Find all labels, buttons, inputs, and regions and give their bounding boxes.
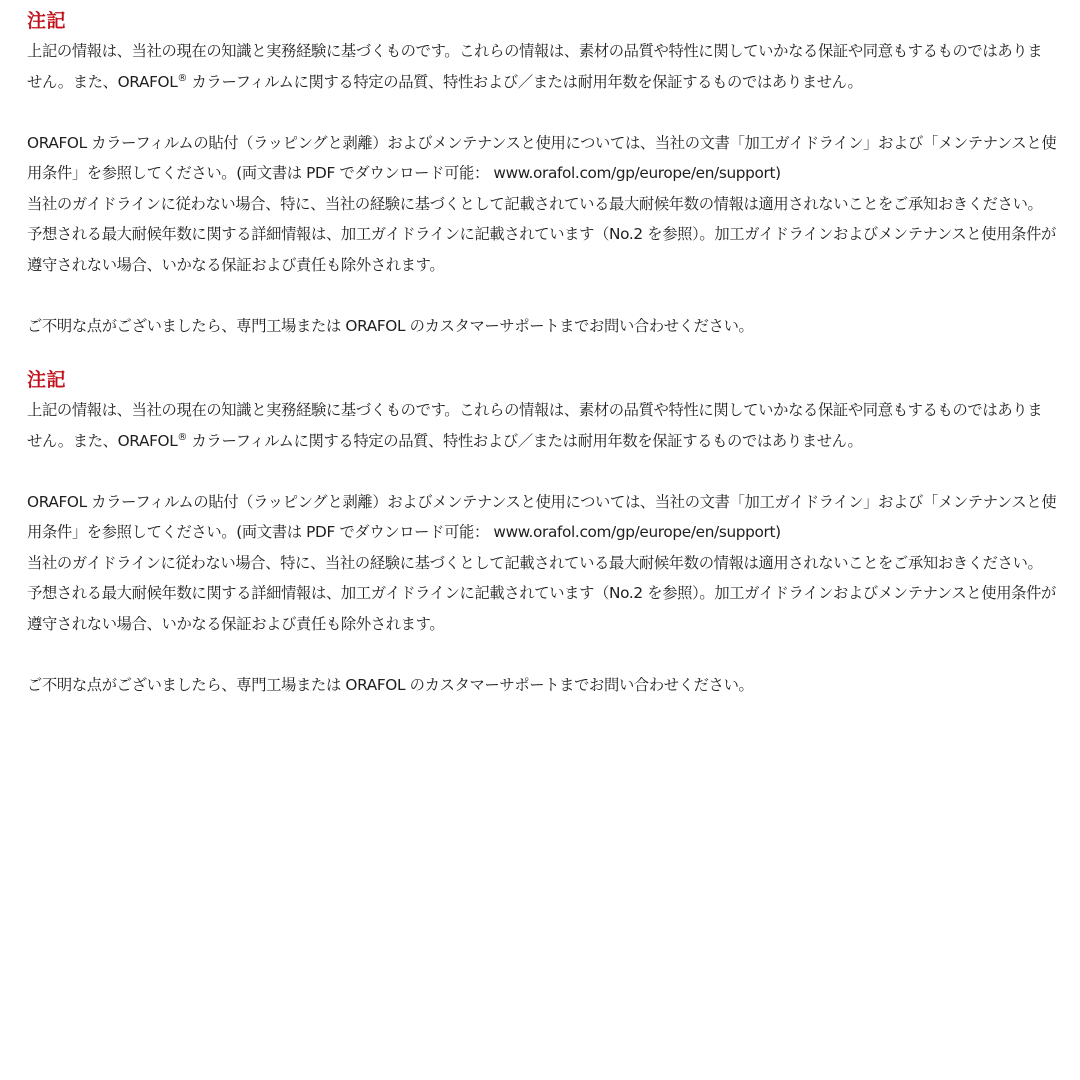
paragraph-gap bbox=[27, 97, 1057, 128]
paragraph-gap bbox=[27, 456, 1057, 487]
guidelines-paragraph: ORAFOL カラーフィルムの貼付（ラッピングと剥離）およびメンテナンスと使用については、当社の文書「加工ガイドライン」および「メンテナンスと使用条件」を参照してください。(両文書は PDF でダウンロード可能： www.orafol.com/gp/europe/en/support) bbox=[27, 133, 1057, 182]
note-section-1 bbox=[27, 8, 1057, 341]
contact-paragraph: ご不明な点がございましたら、専門工場または ORAFOL のカスタマーサポートまでお問い合わせください。 bbox=[27, 316, 754, 335]
disclaimer-text-cont: カラーフィルムに関する特定の品質、特性および／または耐用年数を保証するものではありません。 bbox=[187, 72, 863, 91]
note-section-2 bbox=[27, 367, 1057, 700]
disclaimer-text: 上記の情報は、当社の現在の知識と実務経験に基づくものです。これらの情報は、素材の品質や特性に関していかなる保証や同意もするものではありません。また、ORAFOL bbox=[27, 401, 1043, 450]
disclaimer-text: 上記の情報は、当社の現在の知識と実務経験に基づくものです。これらの情報は、素材の品質や特性に関していかなる保証や同意もするものではありません。また、ORAFOL bbox=[27, 42, 1043, 91]
registered-mark: ® bbox=[177, 72, 188, 84]
paragraph-gap bbox=[27, 280, 1057, 311]
disclaimer-paragraph bbox=[27, 36, 1057, 97]
document-page bbox=[27, 8, 1057, 700]
note-body bbox=[27, 36, 1057, 341]
disclaimer-text-cont: カラーフィルムに関する特定の品質、特性および／または耐用年数を保証するものではありません。 bbox=[187, 431, 863, 450]
note-title: 注記 bbox=[27, 10, 67, 32]
paragraph-gap bbox=[27, 639, 1057, 670]
disclaimer-paragraph bbox=[27, 395, 1057, 456]
note-title: 注記 bbox=[27, 369, 67, 391]
guidelines-paragraph: ORAFOL カラーフィルムの貼付（ラッピングと剥離）およびメンテナンスと使用については、当社の文書「加工ガイドライン」および「メンテナンスと使用条件」を参照してください。(両文書は PDF でダウンロード可能： www.orafol.com/gp/europe/en/support) bbox=[27, 492, 1057, 541]
warranty-paragraph: 当社のガイドラインに従わない場合、特に、当社の経験に基づくとして記載されている最大耐候年数の情報は適用されないことをご承知おきください。予想される最大耐候年数に関する詳細情報は、加工ガイドラインに記載されています（No.2 を参照）。加工ガイドラインおよびメンテナンスと使用条件が遵守されない場合、いかなる保証および責任も除外されます。 bbox=[27, 194, 1056, 274]
warranty-paragraph: 当社のガイドラインに従わない場合、特に、当社の経験に基づくとして記載されている最大耐候年数の情報は適用されないことをご承知おきください。予想される最大耐候年数に関する詳細情報は、加工ガイドラインに記載されています（No.2 を参照）。加工ガイドラインおよびメンテナンスと使用条件が遵守されない場合、いかなる保証および責任も除外されます。 bbox=[27, 553, 1056, 633]
note-body bbox=[27, 395, 1057, 700]
contact-paragraph: ご不明な点がございましたら、専門工場または ORAFOL のカスタマーサポートまでお問い合わせください。 bbox=[27, 675, 754, 694]
registered-mark: ® bbox=[177, 431, 188, 443]
